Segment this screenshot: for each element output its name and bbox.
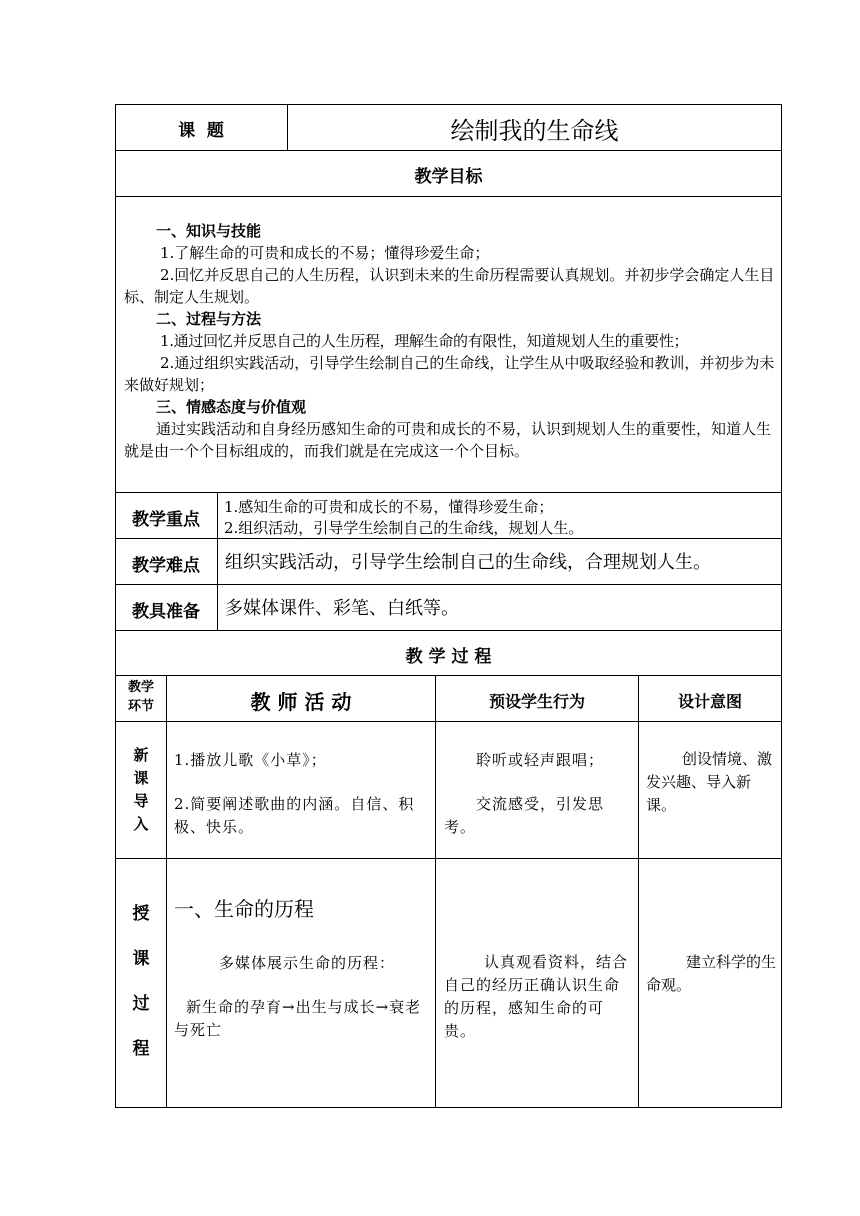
design-intent: 创设情境、激发兴趣、导入新课。	[646, 750, 773, 814]
objective-item: 1.通过回忆并反思自己的人生历程，理解生命的有限性，知道规划人生的重要性；	[160, 332, 689, 350]
key-point-line: 2.组织活动，引导学生绘制自己的生命线，规划人生。	[224, 519, 584, 537]
col-header-student: 预设学生行为	[488, 692, 585, 711]
row-divider	[115, 584, 782, 585]
col-header-intent: 设计意图	[677, 692, 742, 711]
col-divider	[217, 492, 218, 630]
section-title: 三、情感态度与价值观	[156, 398, 307, 416]
materials-text: 多媒体课件、彩笔、白纸等。	[225, 598, 459, 619]
teacher-activity-line: 1.播放儿歌《小草》；	[174, 751, 327, 769]
col-divider	[166, 675, 167, 1107]
student-behavior: 认真观看资料，结合自己的经历正确认识生命的历程，感知生命的可贵。	[444, 953, 629, 1040]
difficulty-text: 组织实践活动，引导学生绘制自己的生命线，合理规划人生。	[225, 552, 711, 573]
objective-item: 通过实践活动和自身经历感知生命的可贵和成长的不易，认识到规划人生的重要性，知道人生就是由一个个目标组成的，而我们就是在完成这一个个目标。	[124, 420, 772, 460]
row-divider	[115, 721, 782, 722]
difficulty-label: 教学难点	[132, 556, 200, 576]
section-title: 二、过程与方法	[156, 310, 262, 328]
materials-label: 教具准备	[132, 602, 200, 622]
stage-cell: 授课过程	[132, 904, 150, 1059]
key-points-label: 教学重点	[132, 510, 200, 530]
table-border-right	[781, 104, 782, 1108]
key-point-line: 1.感知生命的可贵和成长的不易，懂得珍爱生命；	[224, 498, 554, 516]
row-divider	[115, 150, 782, 151]
row-divider	[115, 196, 782, 197]
objective-item: 1.了解生命的可贵和成长的不易；懂得珍爱生命；	[160, 244, 490, 262]
teacher-activity-line: 多媒体展示生命的历程：	[219, 954, 396, 972]
col-divider	[435, 675, 436, 1107]
section-title: 一、知识与技能	[156, 222, 262, 240]
col-divider	[638, 675, 639, 1107]
objectives-body	[124, 220, 776, 462]
objective-item: 2.回忆并反思自己的人生历程，认识到未来的生命历程需要认真规划。并初步学会确定人生目标、制定人生规划。	[124, 266, 775, 306]
design-intent: 建立科学的生命观。	[646, 953, 777, 994]
subject-label: 课 题	[178, 121, 224, 141]
table-border-bottom	[115, 1107, 782, 1108]
row-divider	[115, 538, 782, 539]
teacher-activity-line: 新生命的孕育→出生与成长→衰老与死亡	[174, 998, 422, 1039]
process-heading: 教 学 过 程	[405, 647, 492, 667]
objective-item: 2.通过组织实践活动，引导学生绘制自己的生命线，让学生从中吸取经验和教训，并初步为未来做好规划；	[124, 354, 775, 394]
row-divider	[115, 630, 782, 631]
lesson-title: 绘制我的生命线	[450, 117, 619, 145]
row-divider	[115, 492, 782, 493]
row-divider	[115, 858, 782, 859]
student-behavior-line: 交流感受，引发思考。	[444, 795, 605, 836]
col-header-stage: 教学环节	[127, 680, 154, 714]
objectives-heading: 教学目标	[414, 167, 483, 187]
teacher-activity-line: 2.简要阐述歌曲的内涵。自信、积极、快乐。	[174, 795, 415, 836]
table-border-top	[115, 104, 782, 105]
teacher-section-title: 一、生命的历程	[174, 897, 314, 921]
stage-cell: 新课导入	[133, 746, 149, 833]
row-divider	[115, 675, 782, 676]
student-behavior-line: 聆听或轻声跟唱；	[476, 751, 605, 769]
col-header-teacher: 教 师 活 动	[250, 690, 352, 714]
